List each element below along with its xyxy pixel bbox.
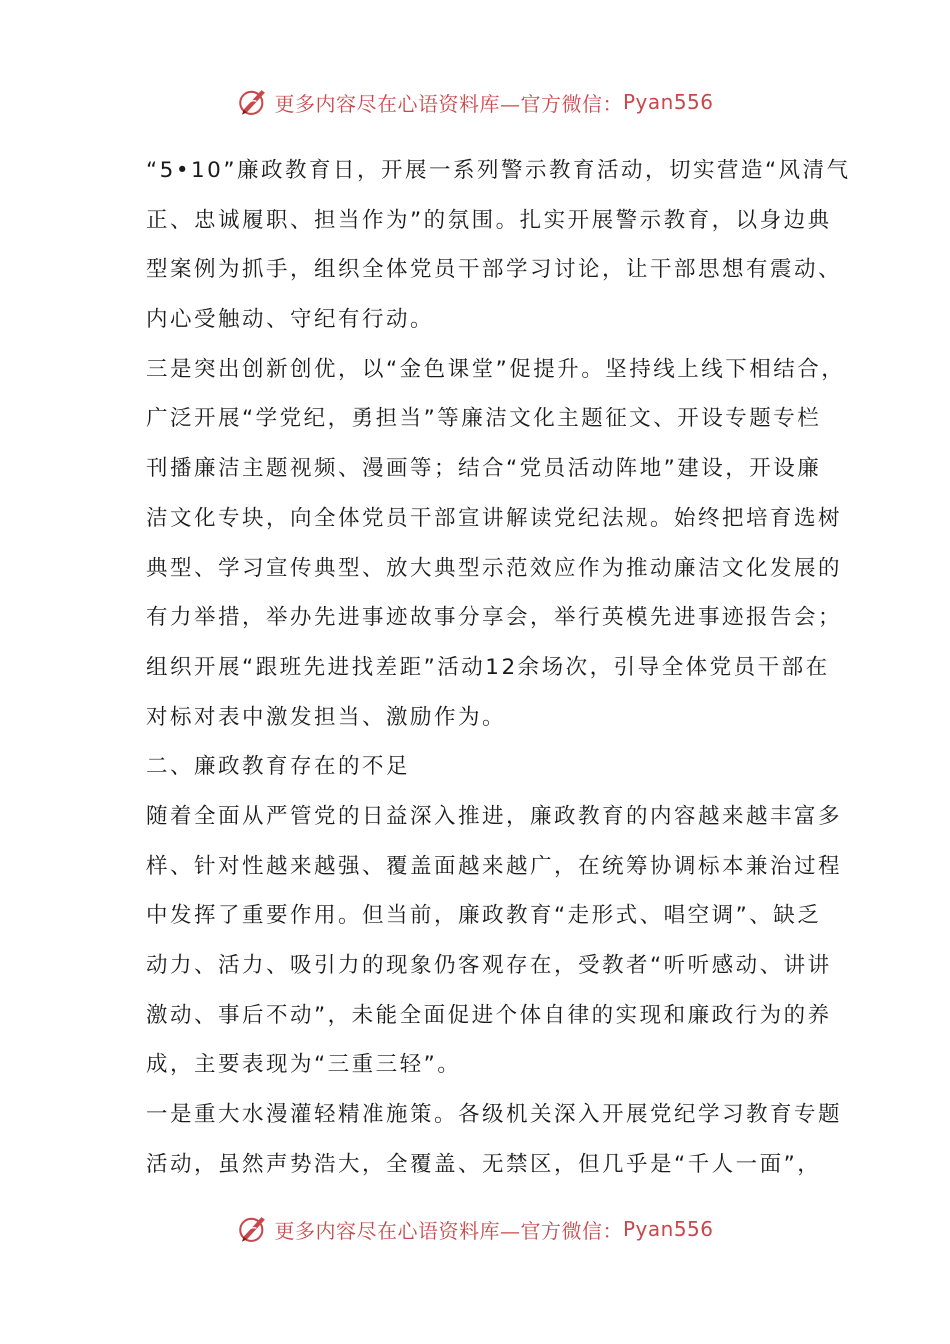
section-heading: 二、廉政教育存在的不足 <box>146 754 411 780</box>
text-line: 随着全面从严管党的日益深入推进，廉政教育的内容越来越丰富多 <box>146 803 843 829</box>
text-line: 内心受触动、守纪有行动。 <box>146 307 435 333</box>
text-line: 广泛开展“学党纪，勇担当”等廉洁文化主题征文、开设专题专栏 <box>146 406 822 432</box>
text-line: 有力举措，举办先进事迹故事分享会，举行英模先进事迹报告会； <box>146 605 843 631</box>
text-line: “5•10”廉政教育日，开展一系列警示教育活动，切实营造“风清气 <box>146 158 851 183</box>
text-line: 激动、事后不动”，未能全面促进个体自律的实现和廉政行为的养 <box>146 1002 832 1028</box>
text-line: 动力、活力、吸引力的现象仍客观存在，受教者“听听感动、讲讲 <box>146 953 832 978</box>
footer-watermark-text: 更多内容尽在心语资料库—官方微信： <box>274 1218 623 1243</box>
text-line: 一是重大水漫灌轻精准施策。各级机关深入开展党纪学习教育专题 <box>146 1102 843 1128</box>
text-line: 型案例为抓手，组织全体党员干部学习讨论，让干部思想有震动、 <box>146 257 843 283</box>
text-line: 组织开展“跟班先进找差距”活动12余场次，引导全体党员干部在 <box>146 654 830 680</box>
header-watermark <box>0 84 950 120</box>
text-line: 活动，虽然声势浩大，全覆盖、无禁区，但几乎是“千人一面”， <box>146 1151 822 1177</box>
text-line: 洁文化专块，向全体党员干部宣讲解读党纪法规。始终把培育选树 <box>146 505 843 531</box>
header-watermark-text: 更多内容尽在心语资料库—官方微信： <box>274 91 623 116</box>
footer-watermark <box>0 1211 950 1247</box>
text-line: 样、针对性越来越强、覆盖面越来越广，在统筹协调标本兼治过程 <box>146 853 843 879</box>
text-line: 三是突出创新创优，以“金色课堂”促提升。坚持线上线下相结合， <box>146 356 846 382</box>
header-watermark-id: Pyan556 <box>622 90 714 114</box>
pen-logo-icon <box>236 85 270 119</box>
pen-logo-icon <box>236 1212 270 1246</box>
text-line: 对标对表中激发担当、激励作为。 <box>146 704 507 730</box>
footer-watermark-id: Pyan556 <box>622 1217 714 1241</box>
text-line: 成，主要表现为“三重三轻”。 <box>146 1052 462 1078</box>
text-line: 刊播廉洁主题视频、漫画等；结合“党员活动阵地”建设，开设廉 <box>146 456 822 482</box>
text-line: 中发挥了重要作用。但当前，廉政教育“走形式、唱空调”、缺乏 <box>146 903 822 929</box>
document-body <box>146 146 851 1189</box>
text-line: 正、忠诚履职、担当作为”的氛围。扎实开展警示教育，以身边典 <box>146 207 832 233</box>
text-line: 典型、学习宣传典型、放大典型示范效应作为推动廉洁文化发展的 <box>146 555 843 581</box>
